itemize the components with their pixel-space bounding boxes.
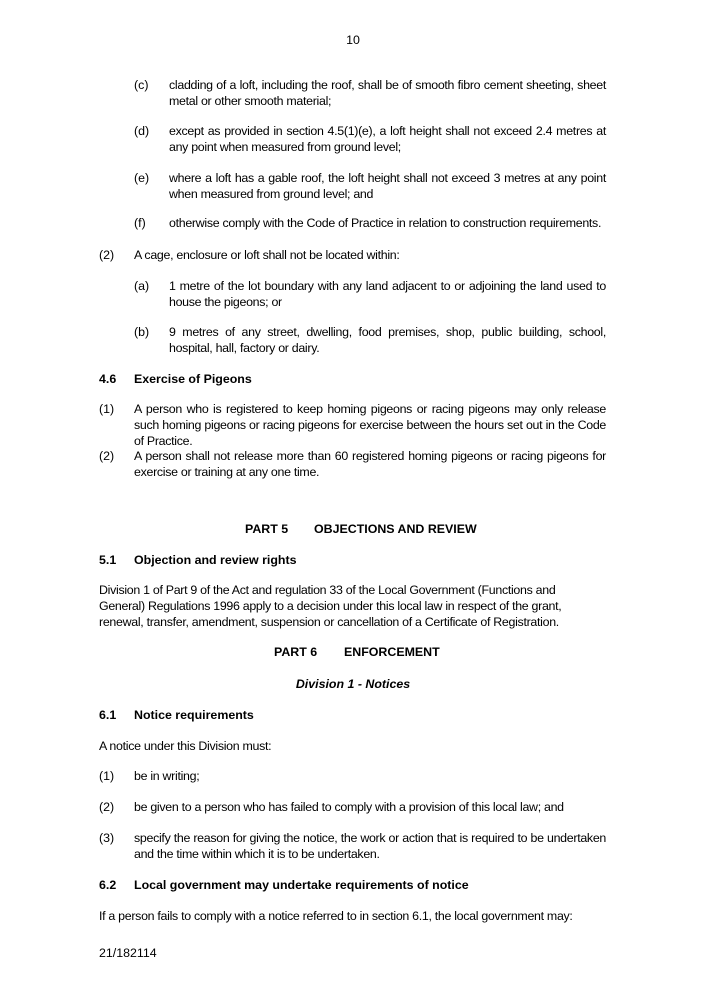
item-label: (2) [99,248,115,262]
section-title: Objection and review rights [134,553,297,567]
item-text: specify the reason for giving the notice, the work or action that is required to be undertaken and the time within which it is to be undertaken. [134,831,606,861]
item-text: be in writing; [134,769,200,783]
section-number: 5.1 [99,553,117,567]
section-number: 4.6 [99,372,117,386]
paragraph: If a person fails to comply with a notice referred to in section 6.1, the local government may: [99,909,573,923]
item-label: (2) [99,800,115,814]
item-label: (f) [134,216,146,230]
item-text: A cage, enclosure or loft shall not be located within: [134,248,400,262]
item-label: (d) [134,124,150,138]
paragraph: A notice under this Division must: [99,739,272,753]
item-text: otherwise comply with the Code of Practice in relation to construction requirements. [169,216,602,230]
item-text: cladding of a loft, including the roof, shall be of smooth fibro cement sheeting, sheet metal or other smooth material; [169,78,606,108]
section-title: Local government may undertake requirements of notice [134,878,469,892]
item-label: (e) [134,171,150,185]
part-title: OBJECTIONS AND REVIEW [314,522,477,536]
part-number: PART 6 [274,645,318,659]
item-label: (3) [99,831,115,845]
paragraph: Division 1 of Part 9 of the Act and regulation 33 of the Local Government (Functions and General) Regulations 1996 apply to a decision under this local law in respect of the grant, renewal, transfer, amendment, suspension or cancellation of a Certificate of Registration. [99,583,562,629]
page-number: 10 [346,33,360,47]
division-heading: Division 1 - Notices [295,677,411,691]
part-title: ENFORCEMENT [344,645,440,659]
footer-reference: 21/182114 [99,946,157,960]
item-text: 9 metres of any street, dwelling, food premises, shop, public building, school, hospital, hall, factory or dairy. [169,325,606,355]
part-number: PART 5 [245,522,289,536]
section-title: Exercise of Pigeons [134,372,252,386]
section-title: Notice requirements [134,708,254,722]
item-label: (c) [134,78,149,92]
section-number: 6.2 [99,878,117,892]
item-text: where a loft has a gable roof, the loft height shall not exceed 3 metres at any point when measured from ground level; and [169,171,606,201]
item-text: A person who is registered to keep homing pigeons or racing pigeons may only release such homing pigeons or racing pigeons for exercise between the hours set out in the Code of Practice. [134,402,606,448]
item-label: (2) [99,449,115,463]
item-label: (b) [134,325,150,339]
item-label: (1) [99,769,115,783]
item-label: (a) [134,279,150,293]
item-text: A person shall not release more than 60 registered homing pigeons or racing pigeons for exercise or training at any one time. [134,449,606,479]
item-text: 1 metre of the lot boundary with any land adjacent to or adjoining the land used to house the pigeons; or [169,279,606,309]
item-text: except as provided in section 4.5(1)(e), a loft height shall not exceed 2.4 metres at any point when measured from ground level; [169,124,606,154]
item-text: be given to a person who has failed to comply with a provision of this local law; and [134,800,564,814]
item-label: (1) [99,402,115,416]
section-number: 6.1 [99,708,117,722]
